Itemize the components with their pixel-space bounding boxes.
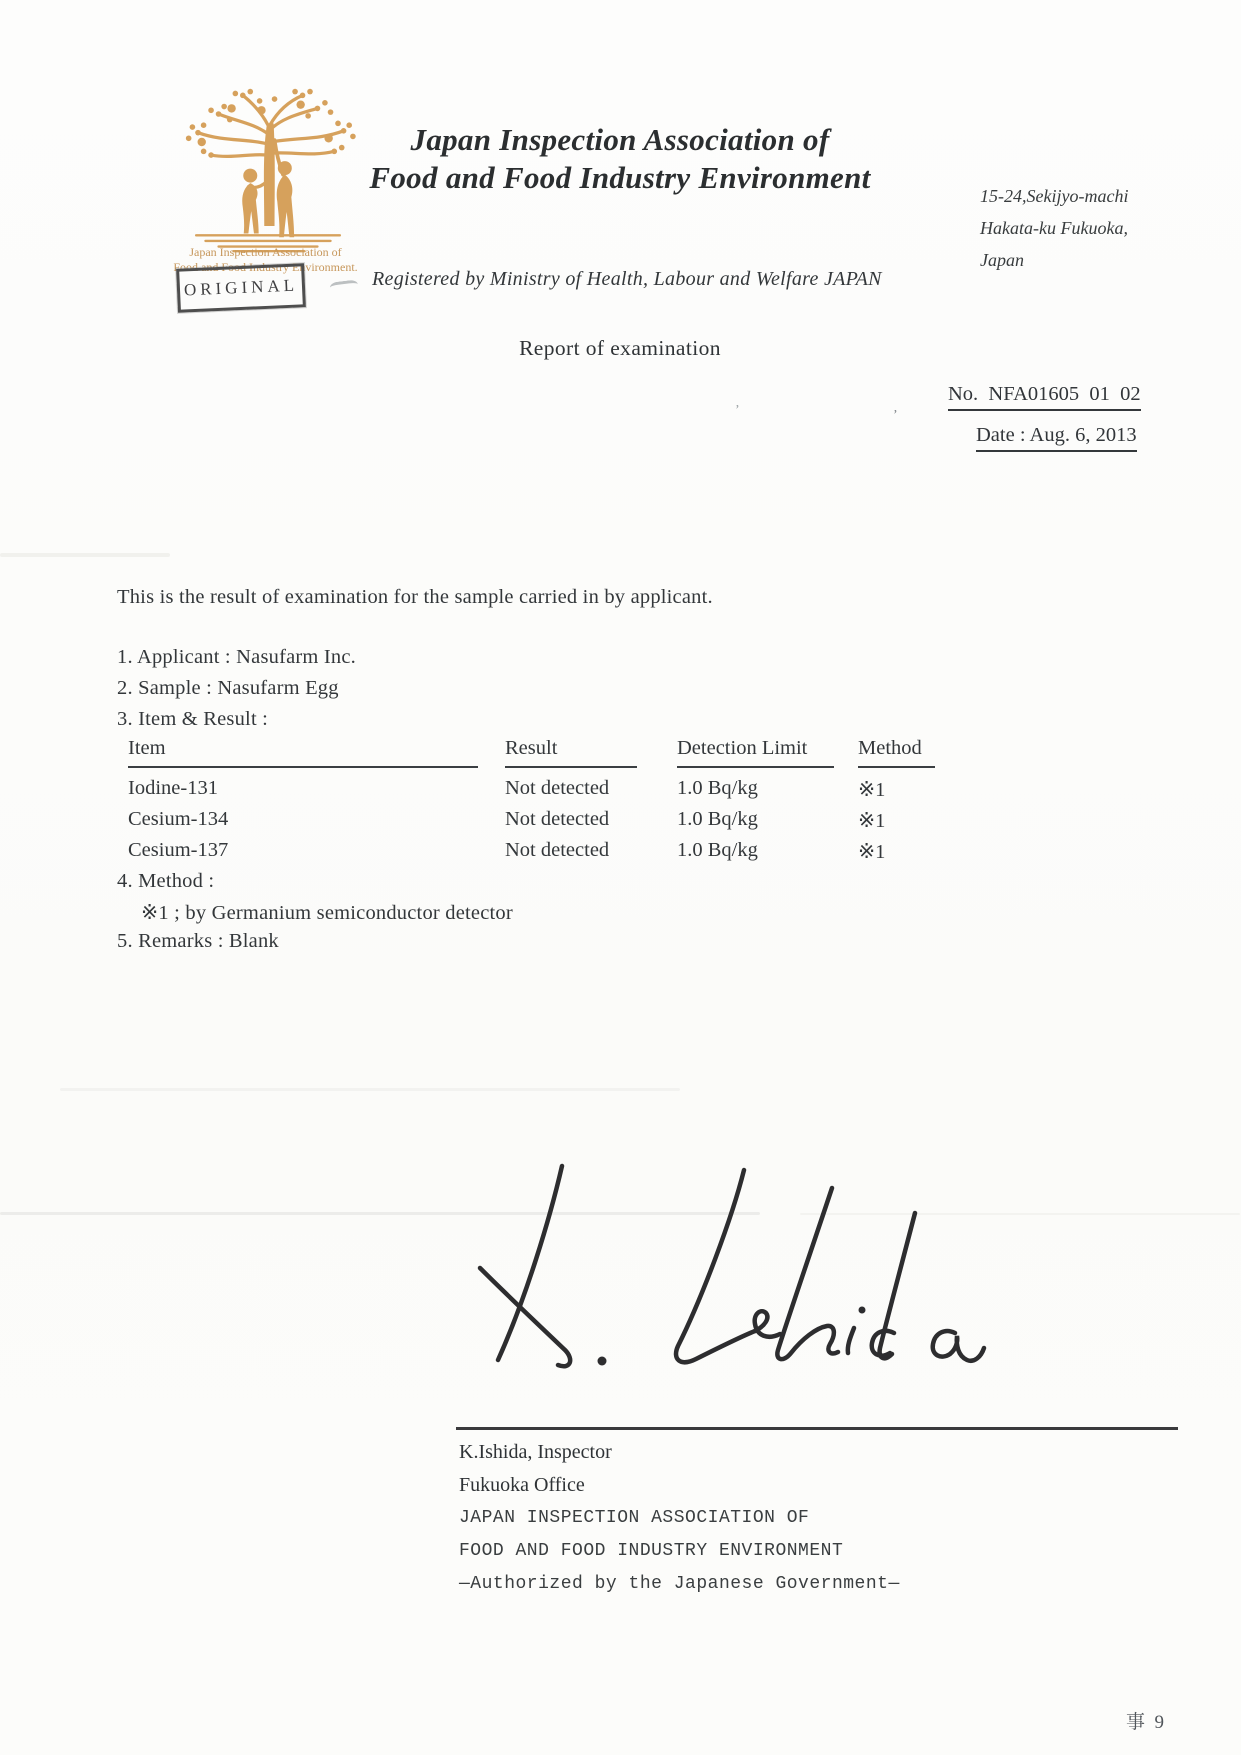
logo-caption-line1: Japan Inspection Association of [189, 245, 342, 259]
cell-method: ※1 [858, 841, 886, 863]
method-heading: 4. Method : [117, 870, 215, 892]
scan-speck: ’ [893, 408, 898, 423]
cell-item: Iodine-131 [128, 777, 218, 799]
doc-date: Date : Aug. 6, 2013 [976, 424, 1137, 452]
scan-squiggle-artifact [329, 279, 358, 292]
inspector-name: K.Ishida, Inspector [459, 1441, 612, 1463]
table-header-item: Item [128, 737, 478, 768]
logo-caption-line2: Food and Food Industry Environment. [173, 260, 358, 274]
page-number: 事 9 [1126, 1712, 1165, 1733]
org-title-line1: Japan Inspection Association of [410, 122, 830, 157]
report-title: Report of examination [519, 336, 721, 360]
table-header-detection-limit: Detection Limit [677, 737, 834, 768]
cell-item: Cesium-134 [128, 808, 229, 830]
org-name-line2: FOOD AND FOOD INDUSTRY ENVIRONMENT [459, 1541, 844, 1561]
address-line2: Hakata-ku Fukuoka, [980, 218, 1128, 238]
scan-smudge [0, 553, 170, 557]
org-address [980, 180, 1128, 276]
remarks-line: 5. Remarks : Blank [117, 930, 279, 952]
signature-line [456, 1427, 1178, 1430]
table-header-method: Method [858, 737, 935, 768]
intro-text: This is the result of examination for the sample carried in by applicant. [117, 586, 713, 608]
item-result-line: 3. Item & Result : [117, 708, 269, 730]
cell-method: ※1 [858, 779, 886, 801]
org-title-line2: Food and Food Industry Environment [369, 160, 871, 195]
signature-image [450, 1148, 1010, 1438]
address-line3: Japan [980, 250, 1024, 270]
cell-method: ※1 [858, 810, 886, 832]
authorized-line: —Authorized by the Japanese Government— [459, 1574, 900, 1594]
org-name-line1: JAPAN INSPECTION ASSOCIATION OF [459, 1508, 810, 1528]
cell-result: Not detected [505, 808, 610, 830]
cell-result: Not detected [505, 777, 610, 799]
org-logo-tree-icon [168, 86, 368, 254]
cell-item: Cesium-137 [128, 839, 229, 861]
registered-note: Registered by Ministry of Health, Labour and Welfare JAPAN [372, 268, 882, 290]
address-line1: 15-24,Sekijyo-machi [980, 186, 1129, 206]
original-stamp: ORIGINAL [176, 263, 306, 313]
doc-number: No. NFA01605 01 02 [948, 383, 1141, 411]
cell-result: Not detected [505, 839, 610, 861]
cell-detection-limit: 1.0 Bq/kg [677, 777, 758, 799]
cell-detection-limit: 1.0 Bq/kg [677, 808, 758, 830]
method-note: ※1 ; by Germanium semiconductor detector [141, 902, 513, 924]
scan-smudge [60, 1088, 680, 1091]
table-header-result: Result [505, 737, 637, 768]
scan-speck: ’ [735, 403, 740, 418]
cell-detection-limit: 1.0 Bq/kg [677, 839, 758, 861]
office-name: Fukuoka Office [459, 1474, 585, 1496]
sample-line: 2. Sample : Nasufarm Egg [117, 677, 339, 699]
applicant-line: 1. Applicant : Nasufarm Inc. [117, 646, 357, 668]
